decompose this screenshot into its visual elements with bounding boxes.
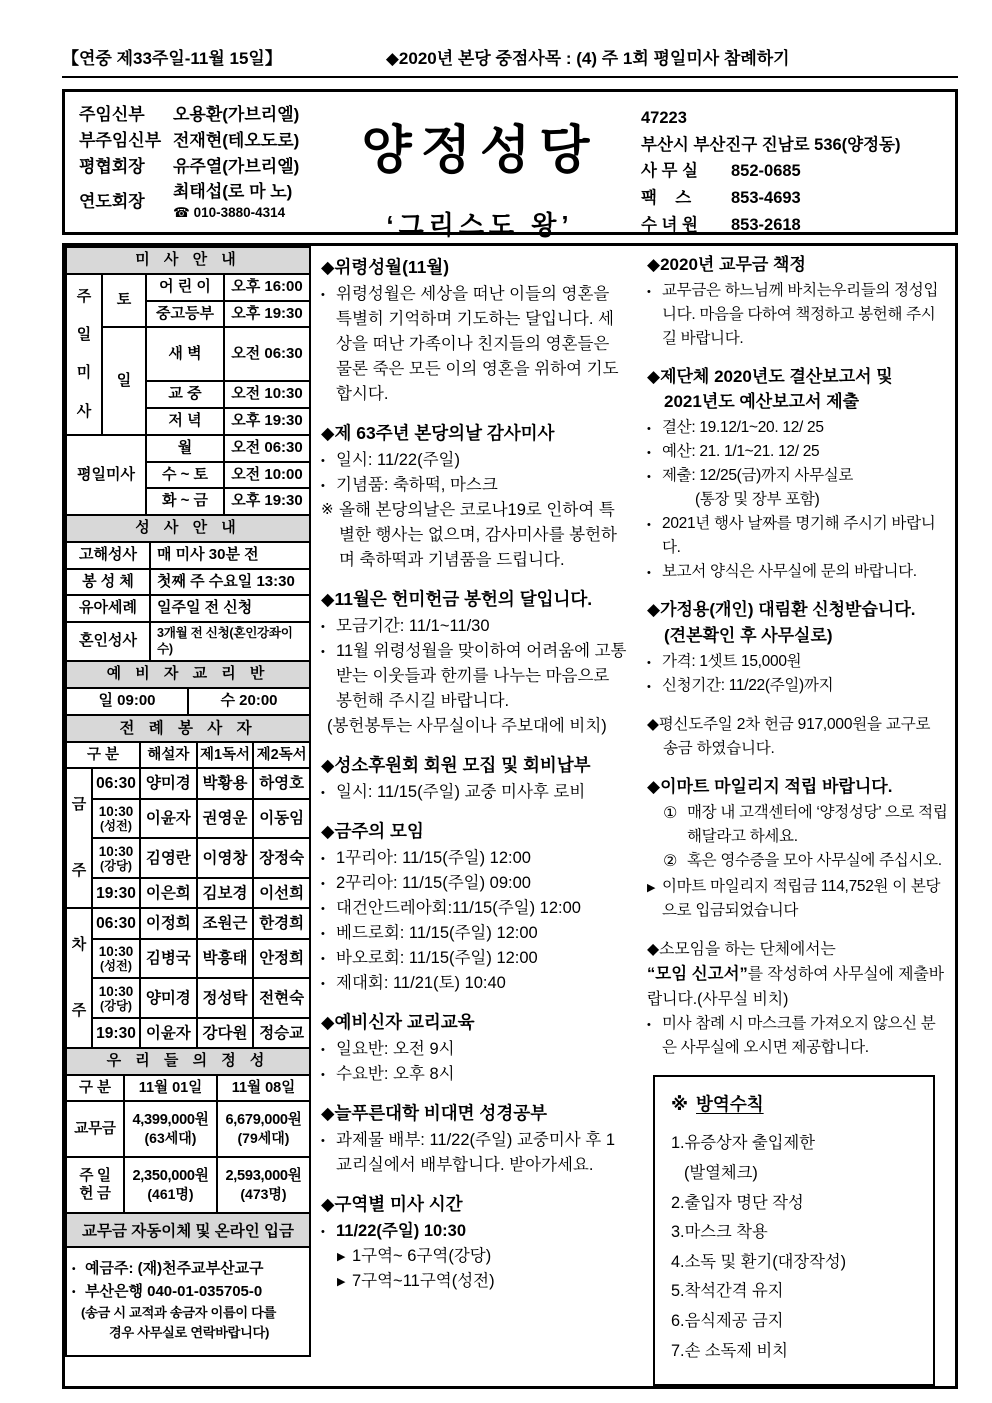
list-item — [337, 1244, 629, 1269]
bullet-icon: • — [321, 978, 325, 991]
announcement-section — [321, 422, 629, 573]
group-cell — [66, 908, 92, 1048]
bullet-icon: • — [647, 447, 651, 460]
list-item — [321, 846, 629, 871]
mass-name: 화 ~ 금 — [146, 488, 224, 515]
item-text: 미사 참례 시 마스크를 가져오지 않으신 분은 사무실에 오시면 제공합니다. — [662, 1015, 936, 1057]
mass-schedule-table — [65, 246, 311, 516]
item-text: 결산: 19.12/1~20. 12/ 25 — [662, 419, 824, 437]
item-text: 가격: 1셋트 15,000원 — [662, 652, 802, 670]
list-item — [647, 674, 949, 698]
list-item — [663, 849, 949, 875]
announcement-section — [321, 1193, 629, 1294]
announcement-section — [647, 366, 949, 584]
section-title: ◆위령성월(11월) — [321, 257, 450, 277]
staff-row — [79, 104, 319, 126]
liturgy-servers-table — [65, 714, 311, 1050]
staff-role: 평협회장 — [79, 156, 145, 176]
paragraph-line: ◆소모임을 하는 단체에서는 — [647, 940, 836, 958]
prevention-title — [671, 1091, 925, 1116]
item-text: 11/22(주일) 10:30 — [336, 1222, 467, 1241]
server-name: 이동임 — [253, 799, 310, 839]
offering-amount: 2,593,000원 (473명) — [217, 1157, 310, 1213]
prevention-rule: 2.출입자 명단 작성 — [671, 1193, 804, 1212]
item-text: 베드로회: 11/15(주일) 12:00 — [336, 924, 538, 943]
section-title: ◆늘푸른대학 비대면 성경공부 — [321, 1103, 548, 1124]
sacrament-name: 유아세례 — [66, 595, 150, 622]
bullet-icon: • — [321, 1069, 325, 1082]
offerings-table — [65, 1047, 311, 1214]
right-column — [641, 246, 955, 1386]
middle-column — [311, 246, 641, 1386]
circled-two-icon: ② — [663, 852, 678, 870]
list-item — [647, 440, 949, 464]
emphasized-text: “모임 신고서” — [647, 965, 748, 984]
server-name: 김병국 — [140, 939, 197, 979]
bullet-icon: • — [321, 903, 325, 916]
catechumen-table — [65, 660, 311, 716]
bullet-icon: • — [647, 567, 651, 580]
list-item — [647, 650, 949, 674]
item-text: 교무금은 하느님께 바치는우리들의 정성입니다. 마음을 다하여 책정하고 봉헌해 주시길 바랍니다. — [662, 282, 939, 348]
time-cell: 10:30 (성전) — [92, 939, 140, 979]
sacrament-name: 혼인성사 — [66, 622, 150, 661]
list-item — [689, 488, 949, 512]
group-cell — [66, 274, 102, 435]
group-cell — [66, 768, 92, 908]
triangle-bullet-icon: ▶ — [647, 881, 656, 894]
offering-name: 주 일 헌 금 — [66, 1157, 124, 1213]
bank-text: 예금주: (재)천주교부산교구 — [85, 1260, 264, 1278]
item-text: 과제물 배부: 11/22(주일) 교중미사 후 1교리실에서 배부합니다. 받아가세요. — [336, 1131, 616, 1175]
server-name: 정승교 — [253, 1018, 310, 1048]
list-item — [647, 279, 949, 351]
sacrament-value: 일주일 전 신청 — [150, 595, 310, 622]
list-item — [321, 1062, 629, 1087]
bullet-icon: • — [321, 1226, 325, 1239]
list-item — [321, 780, 629, 805]
prevention-title-text: 방역수칙 — [696, 1094, 764, 1115]
vertical-label: 차주 — [71, 936, 87, 1020]
announcement-section — [647, 938, 949, 1061]
day-cell: 일 — [102, 327, 146, 435]
reference-mark-icon: ※ — [321, 501, 334, 519]
staff-name-wrap — [173, 181, 292, 222]
column-header: 구 분 — [66, 1075, 124, 1101]
catechumen-wednesday: 수 20:00 — [188, 688, 310, 715]
contact-row — [641, 158, 947, 185]
mass-name: 중고등부 — [146, 301, 224, 328]
announcement-paragraph: ◆평신도주일 2차 헌금 917,000원을 교구로 송금 하였습니다. — [647, 715, 931, 757]
announcement-section — [321, 820, 629, 996]
item-text: 제출: 12/25(금)까지 사무실로 — [662, 467, 854, 485]
item-text: 7구역~11구역(성전) — [352, 1272, 495, 1291]
church-subtitle: ‘그리스도 왕’ — [386, 210, 574, 240]
server-name: 양미경 — [140, 978, 197, 1018]
mass-name: 새 벽 — [146, 327, 224, 381]
bank-line — [72, 1281, 306, 1304]
mass-name: 월 — [146, 435, 224, 462]
section-title: (견본확인 후 사무실로) — [664, 625, 833, 645]
bullet-icon: • — [321, 1044, 325, 1057]
server-name: 박흥태 — [197, 939, 254, 979]
list-item — [321, 1219, 629, 1244]
time-cell: 10:30 (강당) — [92, 838, 140, 878]
bank-note: (송금 시 교적과 송금자 이름이 다를 — [81, 1305, 277, 1321]
list-item — [647, 560, 949, 584]
church-title: 양정성당 — [361, 122, 599, 180]
bank-text: 부산은행 040-01-035705-0 — [85, 1282, 263, 1300]
item-text: 일시: 11/15(주일) 교중 미사후 로비 — [336, 783, 586, 802]
postal-code: 47223 — [641, 109, 687, 127]
section-header: 우 리 들 의 정 성 — [66, 1048, 310, 1075]
section-title: ◆2020년 교무금 책정 — [647, 255, 806, 274]
staff-row — [79, 181, 319, 222]
section-title: ◆가정용(개인) 대림환 신청받습니다. — [647, 600, 916, 620]
masthead — [62, 44, 958, 78]
item-text: 올해 본당의날은 코로나19로 인하여 특별한 행사는 없으며, 감사미사를 봉헌하며 축하떡과 기념품을 드립니다. — [339, 501, 617, 570]
mass-time: 오전 06:30 — [224, 327, 310, 381]
server-name: 이영창 — [197, 838, 254, 878]
server-name: 장정숙 — [253, 838, 310, 878]
section-title: ◆제 63주년 본당의날 감사미사 — [321, 423, 555, 444]
bullet-icon: • — [321, 928, 325, 941]
item-text: 이마트 마일리지 적립금 114,752원 이 본당으로 입금되었습니다 — [662, 877, 941, 919]
bullet-icon: • — [647, 471, 651, 484]
vertical-label: 주일미사 — [76, 287, 92, 420]
mass-time: 오후 19:30 — [224, 488, 310, 515]
bullet-icon: • — [321, 479, 325, 492]
bullet-icon: • — [321, 621, 325, 634]
triangle-bullet-icon: ▶ — [337, 1251, 346, 1264]
bank-note: 경우 사무실로 연락바랍니다) — [108, 1325, 270, 1341]
staff-name: 전재현(테오도로) — [173, 130, 300, 150]
prevention-rule: 3.마스크 착용 — [671, 1223, 768, 1242]
mass-time: 오전 10:00 — [224, 462, 310, 489]
announcement-section — [647, 254, 949, 351]
mass-time: 오후 16:00 — [224, 274, 310, 301]
bullet-icon: • — [647, 656, 651, 669]
sacrament-name: 고해성사 — [66, 542, 150, 569]
contact-number: 852-0685 — [731, 162, 801, 181]
mass-time: 오전 06:30 — [224, 435, 310, 462]
column-header: 해설자 — [140, 742, 197, 768]
staff-row — [79, 130, 319, 152]
prevention-rule: 7.손 소독제 비치 — [671, 1341, 788, 1360]
bullet-icon: • — [647, 1019, 651, 1032]
time-cell: 10:30 (성전) — [92, 799, 140, 839]
column-header: 제1독서 — [197, 742, 254, 768]
item-text: 2꾸리아: 11/15(주일) 09:00 — [336, 874, 531, 893]
server-name: 강다원 — [197, 1018, 254, 1048]
circled-one-icon: ① — [663, 804, 678, 822]
section-header: 교무금 자동이체 및 온라인 입금 — [67, 1214, 309, 1248]
item-text: 예산: 21. 1/1~21. 12/ 25 — [662, 443, 820, 461]
section-title: ◆성소후원회 회원 모집 및 회비납부 — [321, 755, 591, 776]
list-item — [321, 282, 629, 407]
mass-time: 오후 19:30 — [224, 408, 310, 435]
bank-line — [72, 1258, 306, 1281]
server-name: 권영운 — [197, 799, 254, 839]
church-title-block — [319, 104, 641, 240]
server-name: 김보경 — [197, 878, 254, 908]
server-name: 박황용 — [197, 768, 254, 798]
item-text: (봉헌봉투는 사무실이나 주보대에 비치) — [327, 717, 607, 736]
contact-row — [641, 185, 947, 212]
item-text: 수요반: 오후 8시 — [336, 1065, 455, 1084]
column-header: 구 분 — [66, 742, 140, 768]
item-text: 1구역~ 6구역(강당) — [352, 1247, 492, 1266]
triangle-bullet-icon: ▶ — [337, 1276, 346, 1289]
column-header: 제2독서 — [253, 742, 310, 768]
prevention-rule: 6.음식제공 금지 — [671, 1312, 784, 1331]
contact-label: 팩 스 — [641, 189, 692, 208]
list-item — [321, 896, 629, 921]
announcement-section — [647, 776, 949, 923]
offering-amount: 6,679,000원 (79세대) — [217, 1101, 310, 1157]
mass-time: 오전 10:30 — [224, 381, 310, 408]
bullet-icon: • — [321, 853, 325, 865]
list-item — [321, 614, 629, 639]
item-text: 2021년 행사 날짜를 명기해 주시기 바랍니다. — [662, 515, 936, 557]
item-text: (통장 및 장부 포함) — [695, 491, 820, 509]
item-text: 신청기간: 11/22(주일)까지 — [662, 676, 834, 694]
bank-transfer-box — [65, 1212, 311, 1357]
announcement-section — [321, 256, 629, 407]
server-name: 양미경 — [140, 768, 197, 798]
prevention-rule: (발열체크) — [684, 1163, 758, 1182]
paragraph-line — [647, 962, 949, 1012]
item-text: 매장 내 고객센터에 ‘양정성당’ 으로 적립해달라고 하세요. — [687, 803, 948, 845]
staff-role: 연도회장 — [79, 191, 145, 211]
announcement-section — [321, 1011, 629, 1087]
staff-name: 유주열(가브리엘) — [173, 156, 300, 176]
staff-list — [79, 104, 319, 222]
prevention-rules-box — [653, 1075, 935, 1386]
server-name: 한경희 — [253, 908, 310, 938]
header-box — [62, 89, 958, 240]
item-text: 일요반: 오전 9시 — [336, 1040, 455, 1059]
section-header: 전 례 봉 사 자 — [66, 715, 310, 742]
bullet-icon: • — [72, 1286, 76, 1298]
server-name: 전현숙 — [253, 978, 310, 1018]
list-item — [321, 871, 629, 896]
item-text: 보고서 양식은 사무실에 문의 바랍니다. — [662, 563, 917, 581]
prevention-rule: 1.유증상자 출입제한 — [671, 1134, 815, 1153]
sacraments-table — [65, 514, 311, 662]
mass-name: 수 ~ 토 — [146, 462, 224, 489]
server-name: 이선희 — [253, 878, 310, 908]
mass-time: 오후 19:30 — [224, 301, 310, 328]
item-text: 11월 위령성월을 맞이하여 어려움에 고통받는 이웃들과 한끼를 나누는 마음으로 봉헌해 주시길 바랍니다. — [336, 642, 627, 711]
column-header: 11월 01일 — [124, 1075, 217, 1101]
list-item — [647, 464, 949, 488]
server-name: 이윤자 — [140, 799, 197, 839]
vertical-label: 금주 — [71, 796, 87, 880]
announcement-section — [321, 754, 629, 805]
sacrament-name: 봉 성 체 — [66, 569, 150, 596]
section-header: 성 사 안 내 — [66, 515, 310, 542]
prevention-rule: 5.착석간격 유지 — [671, 1282, 784, 1301]
list-item — [321, 971, 629, 996]
list-item — [321, 448, 629, 473]
bullet-icon: • — [647, 286, 651, 299]
reference-mark-icon: ※ — [671, 1094, 689, 1115]
bullet-icon: • — [647, 519, 651, 532]
item-text: 바오로회: 11/15(주일) 12:00 — [336, 949, 538, 968]
server-name: 조원근 — [197, 908, 254, 938]
catechumen-sunday: 일 09:00 — [66, 688, 188, 715]
item-text: 모금기간: 11/1~11/30 — [336, 617, 490, 636]
list-item — [321, 639, 629, 714]
server-name: 김영란 — [140, 838, 197, 878]
offering-name: 교무금 — [66, 1101, 124, 1157]
bullet-icon: • — [321, 1135, 325, 1148]
column-header: 11월 08일 — [217, 1075, 310, 1101]
prevention-rule: 4.소독 및 환기(대장작성) — [671, 1252, 847, 1271]
masthead-date: 【연중 제33주일-11월 15일】 — [62, 49, 282, 68]
main-content — [62, 243, 958, 1389]
list-item — [321, 1037, 629, 1062]
section-title: ◆11월은 헌미헌금 봉헌의 달입니다. — [321, 589, 593, 610]
time-cell: 10:30 (강당) — [92, 978, 140, 1018]
item-text: 기념품: 축하떡, 마스크 — [336, 475, 498, 494]
contact-number: 853-2618 — [731, 215, 801, 234]
server-name: 이정희 — [140, 908, 197, 938]
item-text: 위령성월은 세상을 떠난 이들의 영혼을 특별히 기억하며 기도하는 달입니다. 세상을 떠난 가족이나 친지들의 영혼들은 물론 죽은 모든 이의 영혼을 위하여 기도합시다. — [336, 284, 619, 404]
announcement-section — [321, 588, 629, 739]
paragraph-text: 를 작성하여 사무실에 제출바랍니다.(사무실 비치) — [647, 966, 945, 1008]
left-column — [65, 246, 311, 1386]
section-header: 예 비 자 교 리 반 — [66, 661, 310, 688]
mass-name: 저 녁 — [146, 408, 224, 435]
bullet-icon: • — [321, 878, 325, 891]
bullet-icon: • — [647, 680, 651, 693]
staff-role: 주임신부 — [79, 105, 145, 124]
list-item — [321, 714, 629, 739]
list-item — [647, 416, 949, 440]
item-text: 1꾸리아: 11/15(주일) 12:00 — [336, 849, 531, 867]
bank-body — [67, 1248, 309, 1355]
offering-amount: 2,350,000원 (461명) — [124, 1157, 217, 1213]
item-text: 제대회: 11/21(토) 10:40 — [336, 974, 506, 993]
sacrament-value: 매 미사 30분 전 — [150, 542, 310, 569]
bullet-icon: • — [321, 288, 325, 301]
contact-label: 사 무 실 — [641, 162, 698, 181]
section-title: ◆제단체 2020년도 결산보고서 및 — [647, 367, 893, 387]
section-title: ◆구역별 미사 시간 — [321, 1194, 463, 1215]
time-cell: 06:30 — [92, 768, 140, 798]
staff-name: 오용환(가브리엘) — [173, 105, 300, 124]
item-text: 대건안드레아회:11/15(주일) 12:00 — [336, 899, 581, 918]
bullet-icon: • — [321, 953, 325, 966]
section-title: 2021년도 예산보고서 제출 — [664, 392, 860, 412]
contact-row — [641, 212, 947, 239]
item-text: 혹은 영수증을 모아 사무실에 주십시오. — [687, 851, 942, 869]
bullet-icon: • — [321, 646, 325, 659]
time-cell: 06:30 — [92, 908, 140, 938]
list-item — [647, 1012, 949, 1060]
server-name: 안정희 — [253, 939, 310, 979]
section-title: ◆이마트 마일리지 적립 바랍니다. — [647, 776, 893, 796]
list-item — [647, 512, 949, 560]
list-item — [663, 801, 949, 849]
contact-number: 853-4693 — [731, 189, 801, 208]
staff-row — [79, 156, 319, 178]
announcement-section — [321, 1102, 629, 1178]
bullet-icon: • — [72, 1264, 76, 1276]
group-cell: 평일미사 — [66, 435, 146, 515]
bullet-icon: • — [647, 423, 651, 436]
list-item — [647, 875, 949, 923]
mass-name: 교 중 — [146, 381, 224, 408]
day-cell: 토 — [102, 274, 146, 328]
masthead-motto: ◆2020년 본당 중점사목 : (4) 주 1회 평일미사 참례하기 — [385, 49, 790, 68]
address-line: 부산시 부산진구 진남로 536(양정동) — [641, 135, 901, 154]
section-title: ◆예비신자 교리교육 — [321, 1012, 475, 1033]
list-item — [321, 921, 629, 946]
server-name: 이은희 — [140, 878, 197, 908]
list-item — [321, 946, 629, 971]
list-item — [321, 1128, 629, 1178]
server-name: 이윤자 — [140, 1018, 197, 1048]
staff-role: 부주임신부 — [79, 130, 162, 150]
time-cell: 19:30 — [92, 878, 140, 908]
contact-label: 수 녀 원 — [641, 215, 698, 234]
phone-number: ☎ 010-3880-4314 — [173, 205, 286, 221]
server-name: 정성탁 — [197, 978, 254, 1018]
list-item — [337, 1269, 629, 1294]
section-header: 미 사 안 내 — [66, 247, 310, 274]
server-name: 하영호 — [253, 768, 310, 798]
item-text: 일시: 11/22(주일) — [336, 450, 460, 469]
offering-amount: 4,399,000원 (63세대) — [124, 1101, 217, 1157]
list-item — [321, 498, 629, 573]
sacrament-value: 3개월 전 신청(혼인강좌이수) — [150, 622, 310, 661]
address-block — [641, 104, 947, 234]
staff-name: 최태섭(로 마 노) — [173, 182, 293, 202]
time-cell: 19:30 — [92, 1018, 140, 1048]
announcement-section — [647, 599, 949, 697]
list-item — [321, 473, 629, 498]
section-title: ◆금주의 모임 — [321, 821, 424, 842]
bullet-icon: • — [321, 454, 325, 467]
sacrament-value: 첫째 주 수요일 13:30 — [150, 569, 310, 596]
mass-name: 어 린 이 — [146, 274, 224, 301]
bullet-icon: • — [321, 787, 325, 800]
